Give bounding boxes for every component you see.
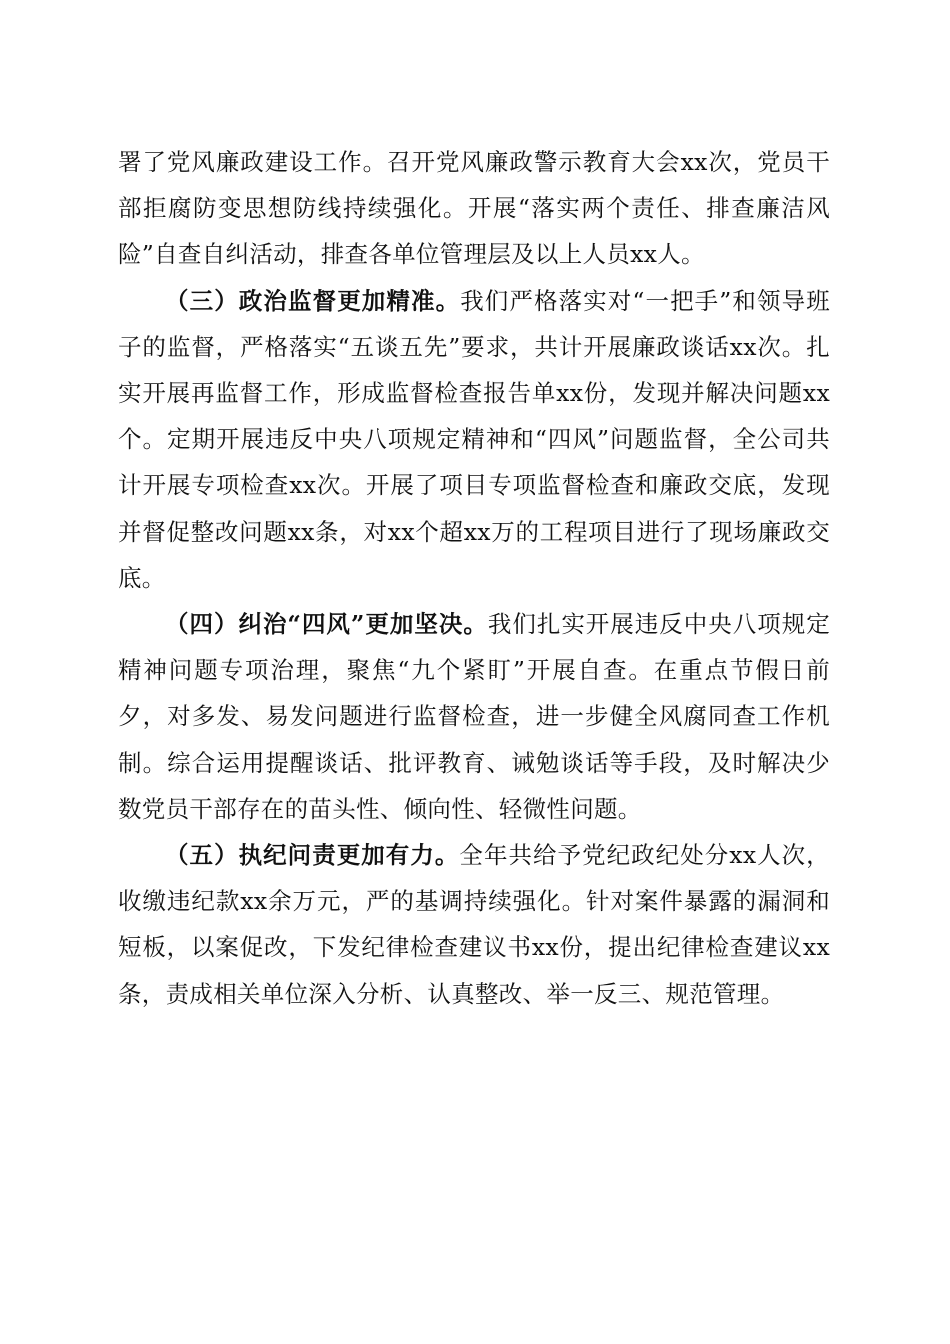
section-heading: （四）纠治“四风”更加坚决。 [165, 610, 488, 639]
paragraph-four-winds [118, 601, 830, 832]
document-body [118, 139, 830, 1017]
paragraph-text: 我们扎实开展违反中央八项规定精神问题专项治理，聚焦“九个紧盯”开展自查。在重点节假日前夕，对多发、易发问题进行监督检查，进一步健全风腐同查工作机制。综合运用提醒谈话、批评教育、诫勉谈话等手段，及时解决少数党员干部存在的苗头性、倾向性、轻微性问题。 [118, 610, 830, 823]
section-heading: （五）执纪问责更加有力。 [165, 841, 460, 870]
paragraph-text: 我们严格落实对“一把手”和领导班子的监督，严格落实“五谈五先”要求，共计开展廉政谈话xx次。扎实开展再监督工作，形成监督检查报告单xx份，发现并解决问题xx个。定期开展违反中央八项规定精神和“四风”问题监督，全公司共计开展专项检查xx次。开展了项目专项监督检查和廉政交底，发现并督促整改问题xx条，对xx个超xx万的工程项目进行了现场廉政交底。 [118, 286, 830, 592]
paragraph-political-supervision [118, 278, 830, 601]
section-heading: （三）政治监督更加精准。 [165, 286, 461, 315]
paragraph-text: 全年共给予党纪政纪处分xx人次，收缴违纪款xx余万元，严的基调持续强化。针对案件暴露的漏洞和短板，以案促改，下发纪律检查建议书xx份，提出纪律检查建议xx条，责成相关单位深入分析、认真整改、举一反三、规范管理。 [118, 841, 830, 1008]
paragraph-discipline-accountability [118, 832, 830, 1017]
paragraph-continued [118, 139, 830, 278]
paragraph-text: 署了党风廉政建设工作。召开党风廉政警示教育大会xx次，党员干部拒腐防变思想防线持续强化。开展“落实两个责任、排查廉洁风险”自查自纠活动，排查各单位管理层及以上人员xx人。 [118, 148, 830, 269]
